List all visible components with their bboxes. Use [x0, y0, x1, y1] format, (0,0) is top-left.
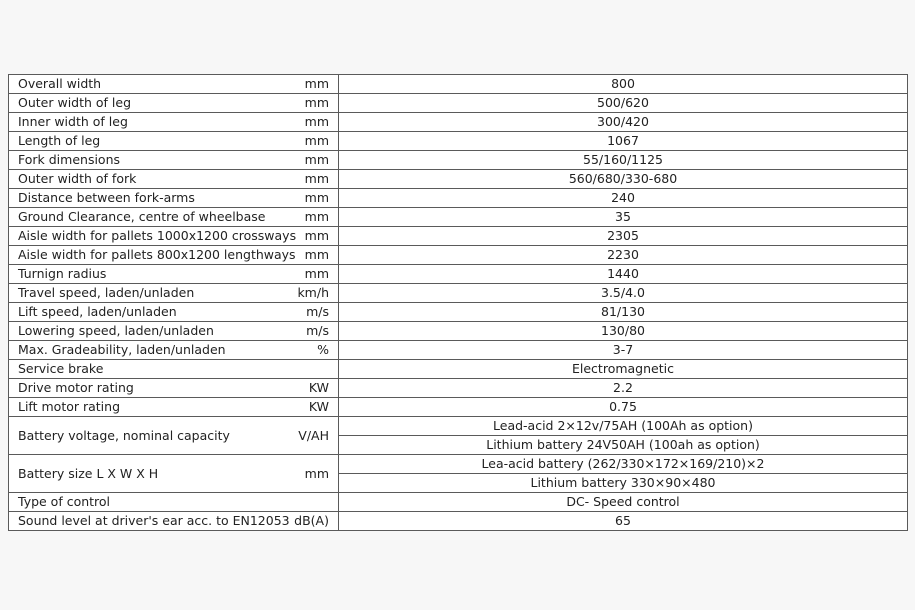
table-row: [9, 94, 908, 113]
parameter-value: 55/160/1125: [339, 151, 908, 170]
table-row: [9, 341, 908, 360]
parameter-name: Drive motor rating: [9, 379, 265, 398]
parameter-value: 65: [339, 512, 908, 531]
table-row: [9, 284, 908, 303]
parameter-unit: m/s: [265, 303, 339, 322]
parameter-unit: KW: [265, 398, 339, 417]
parameter-unit: mm: [265, 151, 339, 170]
parameter-unit: mm: [265, 113, 339, 132]
parameter-value: 240: [339, 189, 908, 208]
parameter-value: 2305: [339, 227, 908, 246]
parameter-name: Type of control: [9, 493, 265, 512]
parameter-name: Battery voltage, nominal capacity: [9, 417, 265, 455]
parameter-value: 1440: [339, 265, 908, 284]
specification-table-body: [9, 75, 908, 531]
parameter-unit: mm: [265, 94, 339, 113]
parameter-name: Overall width: [9, 75, 265, 94]
parameter-name: Aisle width for pallets 800x1200 lengthways: [9, 246, 265, 265]
table-row: [9, 189, 908, 208]
parameter-unit: mm: [265, 189, 339, 208]
parameter-name: Travel speed, laden/unladen: [9, 284, 265, 303]
parameter-unit: m/s: [265, 322, 339, 341]
table-row: [9, 398, 908, 417]
parameter-value: Lea-acid battery (262/330×172×169/210)×2: [339, 455, 908, 474]
parameter-value: 130/80: [339, 322, 908, 341]
parameter-value: 560/680/330-680: [339, 170, 908, 189]
parameter-value: Lithium battery 24V50AH (100ah as option): [339, 436, 908, 455]
table-row: [9, 512, 908, 531]
parameter-unit: [265, 493, 339, 512]
parameter-unit: mm: [265, 208, 339, 227]
parameter-value: 81/130: [339, 303, 908, 322]
table-row: [9, 132, 908, 151]
table-row: [9, 246, 908, 265]
parameter-name: Lift speed, laden/unladen: [9, 303, 265, 322]
parameter-name: Aisle width for pallets 1000x1200 crossways: [9, 227, 265, 246]
parameter-name: Sound level at driver's ear acc. to EN12053: [9, 512, 265, 531]
parameter-unit: [265, 360, 339, 379]
parameter-name: Service brake: [9, 360, 265, 379]
table-row: [9, 113, 908, 132]
parameter-value: 300/420: [339, 113, 908, 132]
table-row: [9, 303, 908, 322]
spec-table-container: [8, 74, 907, 531]
parameter-name: Lift motor rating: [9, 398, 265, 417]
parameter-unit: mm: [265, 227, 339, 246]
parameter-value: 500/620: [339, 94, 908, 113]
parameter-unit: mm: [265, 75, 339, 94]
table-row: [9, 227, 908, 246]
parameter-value: 35: [339, 208, 908, 227]
parameter-name: Lowering speed, laden/unladen: [9, 322, 265, 341]
parameter-name: Max. Gradeability, laden/unladen: [9, 341, 265, 360]
parameter-unit: mm: [265, 132, 339, 151]
table-row: [9, 360, 908, 379]
parameter-value: 2.2: [339, 379, 908, 398]
parameter-name: Battery size L X W X H: [9, 455, 265, 493]
parameter-value: 800: [339, 75, 908, 94]
table-row: [9, 455, 908, 474]
parameter-unit: V/AH: [265, 417, 339, 455]
parameter-unit: mm: [265, 170, 339, 189]
table-row: [9, 208, 908, 227]
table-row: [9, 417, 908, 436]
parameter-value: Lithium battery 330×90×480: [339, 474, 908, 493]
parameter-unit: KW: [265, 379, 339, 398]
parameter-name: Turnign radius: [9, 265, 265, 284]
table-row: [9, 379, 908, 398]
parameter-value: Lead-acid 2×12v/75AH (100Ah as option): [339, 417, 908, 436]
specification-table: [8, 74, 908, 531]
parameter-value: DC- Speed control: [339, 493, 908, 512]
parameter-unit: km/h: [265, 284, 339, 303]
table-row: [9, 151, 908, 170]
table-row: [9, 322, 908, 341]
parameter-name: Inner width of leg: [9, 113, 265, 132]
parameter-value: Electromagnetic: [339, 360, 908, 379]
parameter-name: Outer width of leg: [9, 94, 265, 113]
parameter-unit: mm: [265, 265, 339, 284]
table-row: [9, 170, 908, 189]
parameter-name: Outer width of fork: [9, 170, 265, 189]
parameter-unit: %: [265, 341, 339, 360]
parameter-unit: mm: [265, 246, 339, 265]
parameter-unit: dB(A): [265, 512, 339, 531]
table-row: [9, 493, 908, 512]
table-row: [9, 265, 908, 284]
parameter-value: 3-7: [339, 341, 908, 360]
parameter-unit: mm: [265, 455, 339, 493]
parameter-value: 2230: [339, 246, 908, 265]
parameter-name: Distance between fork-arms: [9, 189, 265, 208]
parameter-value: 0.75: [339, 398, 908, 417]
table-row: [9, 75, 908, 94]
parameter-name: Fork dimensions: [9, 151, 265, 170]
parameter-name: Ground Clearance, centre of wheelbase: [9, 208, 265, 227]
parameter-name: Length of leg: [9, 132, 265, 151]
parameter-value: 1067: [339, 132, 908, 151]
parameter-value: 3.5/4.0: [339, 284, 908, 303]
